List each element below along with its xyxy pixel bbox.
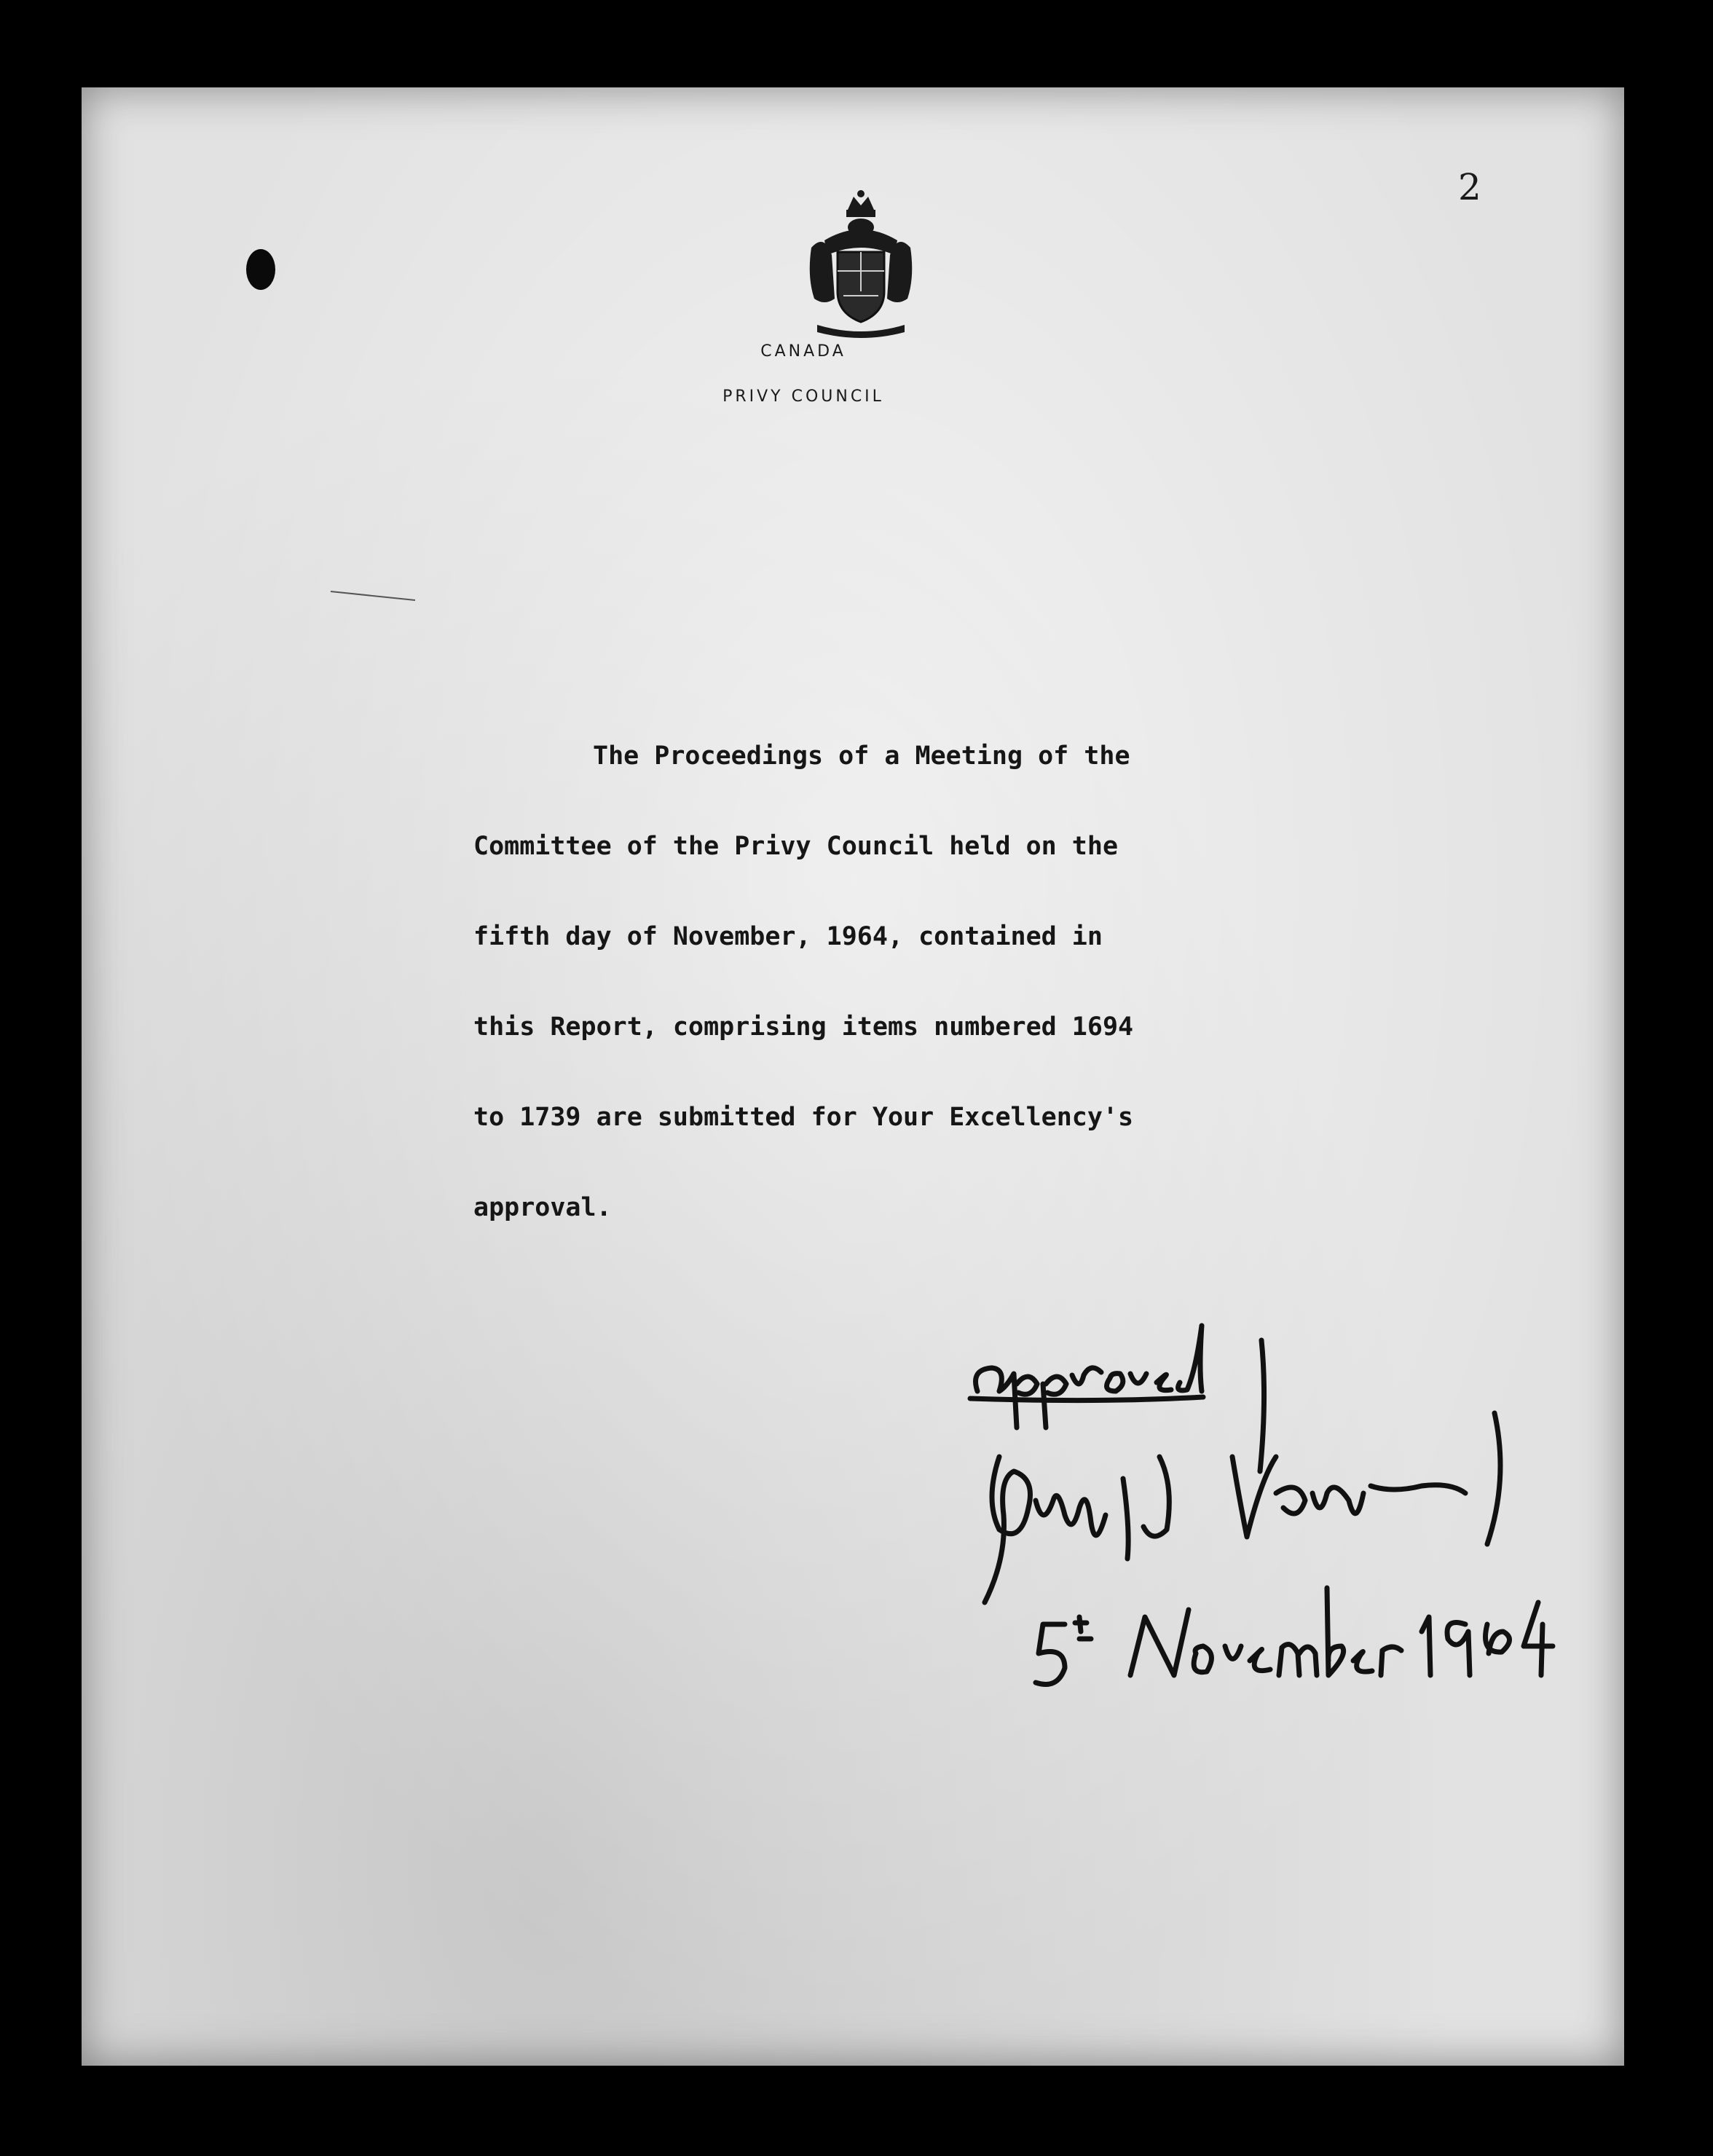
handwritten-signature: [956, 1311, 1611, 1719]
body-line: to 1739 are submitted for Your Excellency's: [473, 1103, 1134, 1132]
body-line: Committee of the Privy Council held on the: [473, 832, 1119, 861]
body-line: fifth day of November, 1964, contained in: [473, 922, 1103, 951]
stray-pencil-mark: [329, 589, 417, 603]
page-edge-shadow: [82, 87, 1624, 2066]
letterhead-country: CANADA: [760, 342, 846, 361]
body-line: this Report, comprising items numbered 1694: [473, 1012, 1134, 1042]
coat-of-arms-icon: [803, 189, 919, 342]
letterhead-council: PRIVY COUNCIL: [722, 387, 884, 406]
body-line: approval.: [473, 1193, 612, 1222]
page-number: 2: [1458, 166, 1481, 208]
body-line: The Proceedings of a Meeting of the: [593, 741, 1130, 771]
punch-hole: [246, 249, 275, 290]
document-page: [82, 87, 1624, 2066]
